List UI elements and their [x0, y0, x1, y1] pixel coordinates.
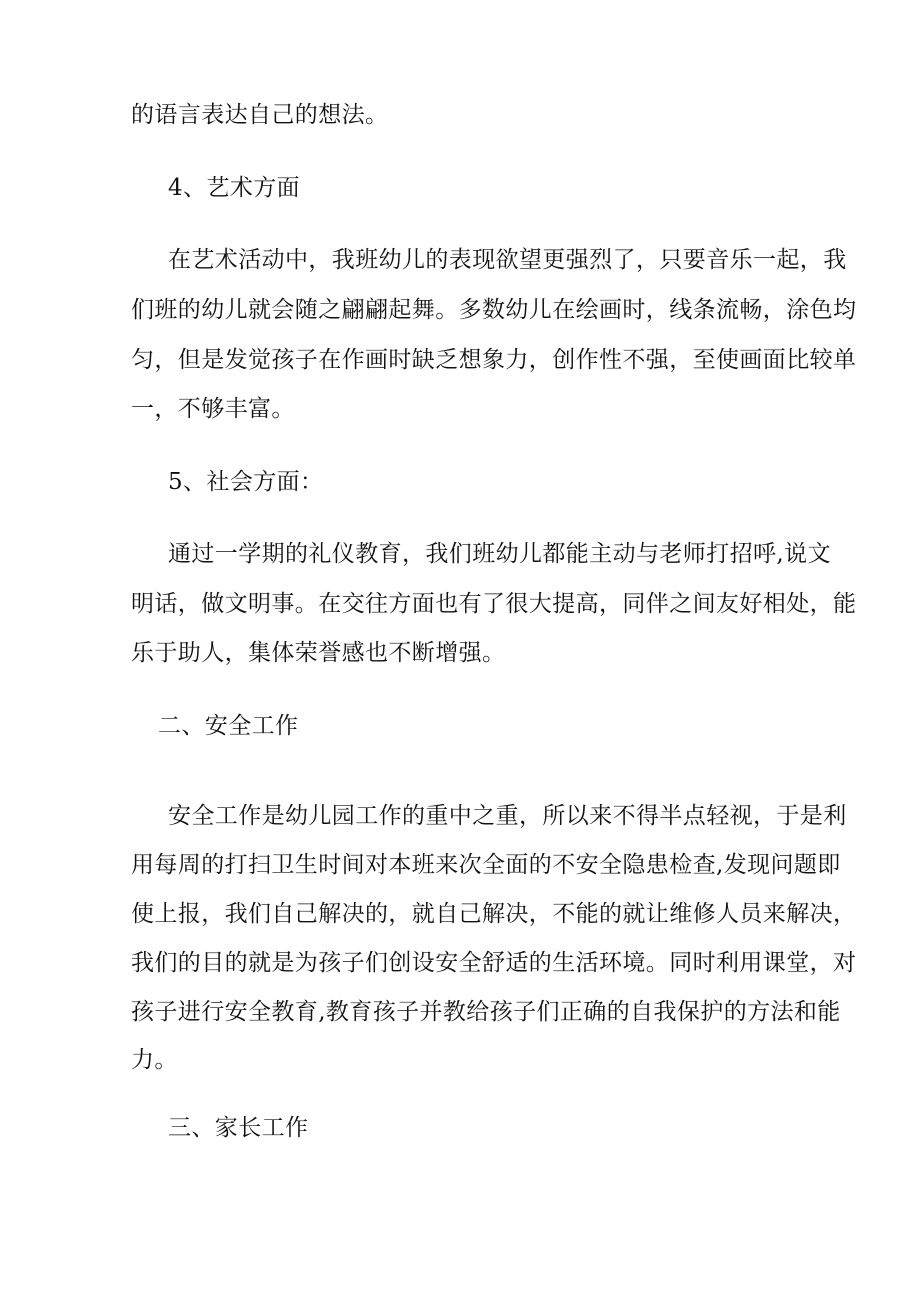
- section-heading-safety: 二、安全工作: [158, 713, 299, 739]
- paragraph-line: 乐于助人，集体荣誉感也不断增强。: [131, 640, 506, 666]
- paragraph-line: 使上报，我们自己解决的，就自己解决，不能的就让维修人员来解决，: [131, 901, 857, 927]
- paragraph-line: 明话，做文明事。在交往方面也有了很大提高，同伴之间友好相处，能: [131, 591, 857, 617]
- paragraph-line: 安全工作是幼儿园工作的重中之重，所以来不得半点轻视，于是利: [168, 803, 847, 829]
- section-heading-parents: 三、家长工作: [168, 1115, 309, 1141]
- paragraph-line: 孩子进行安全教育,教育孩子并教给孩子们正确的自我保护的方法和能: [131, 999, 841, 1025]
- paragraph-line: 匀，但是发觉孩子在作画时缺乏想象力，创作性不强，至使画面比较单: [131, 347, 857, 373]
- paragraph-line: 一，不够丰富。: [131, 396, 295, 422]
- paragraph-line: 我们的目的就是为孩子们创设安全舒适的生活环境。同时利用课堂，对: [131, 950, 857, 976]
- paragraph-line: 们班的幼儿就会随之翩翩起舞。多数幼儿在绘画时，线条流畅，涂色均: [131, 297, 857, 323]
- paragraph-line: 通过一学期的礼仪教育，我们班幼儿都能主动与老师打招呼,说文: [168, 541, 831, 567]
- paragraph-line: 在艺术活动中，我班幼儿的表现欲望更强烈了，只要音乐一起，我: [168, 247, 847, 273]
- paragraph-line: 的语言表达自己的想法。: [131, 102, 389, 128]
- paragraph-line: 用每周的打扫卫生时间对本班来次全面的不安全隐患检查,发现问题即: [131, 852, 841, 878]
- paragraph-line: 力。: [131, 1047, 178, 1073]
- section-heading-social: 5、社会方面：: [168, 469, 324, 495]
- section-heading-art: 4、艺术方面: [168, 175, 301, 201]
